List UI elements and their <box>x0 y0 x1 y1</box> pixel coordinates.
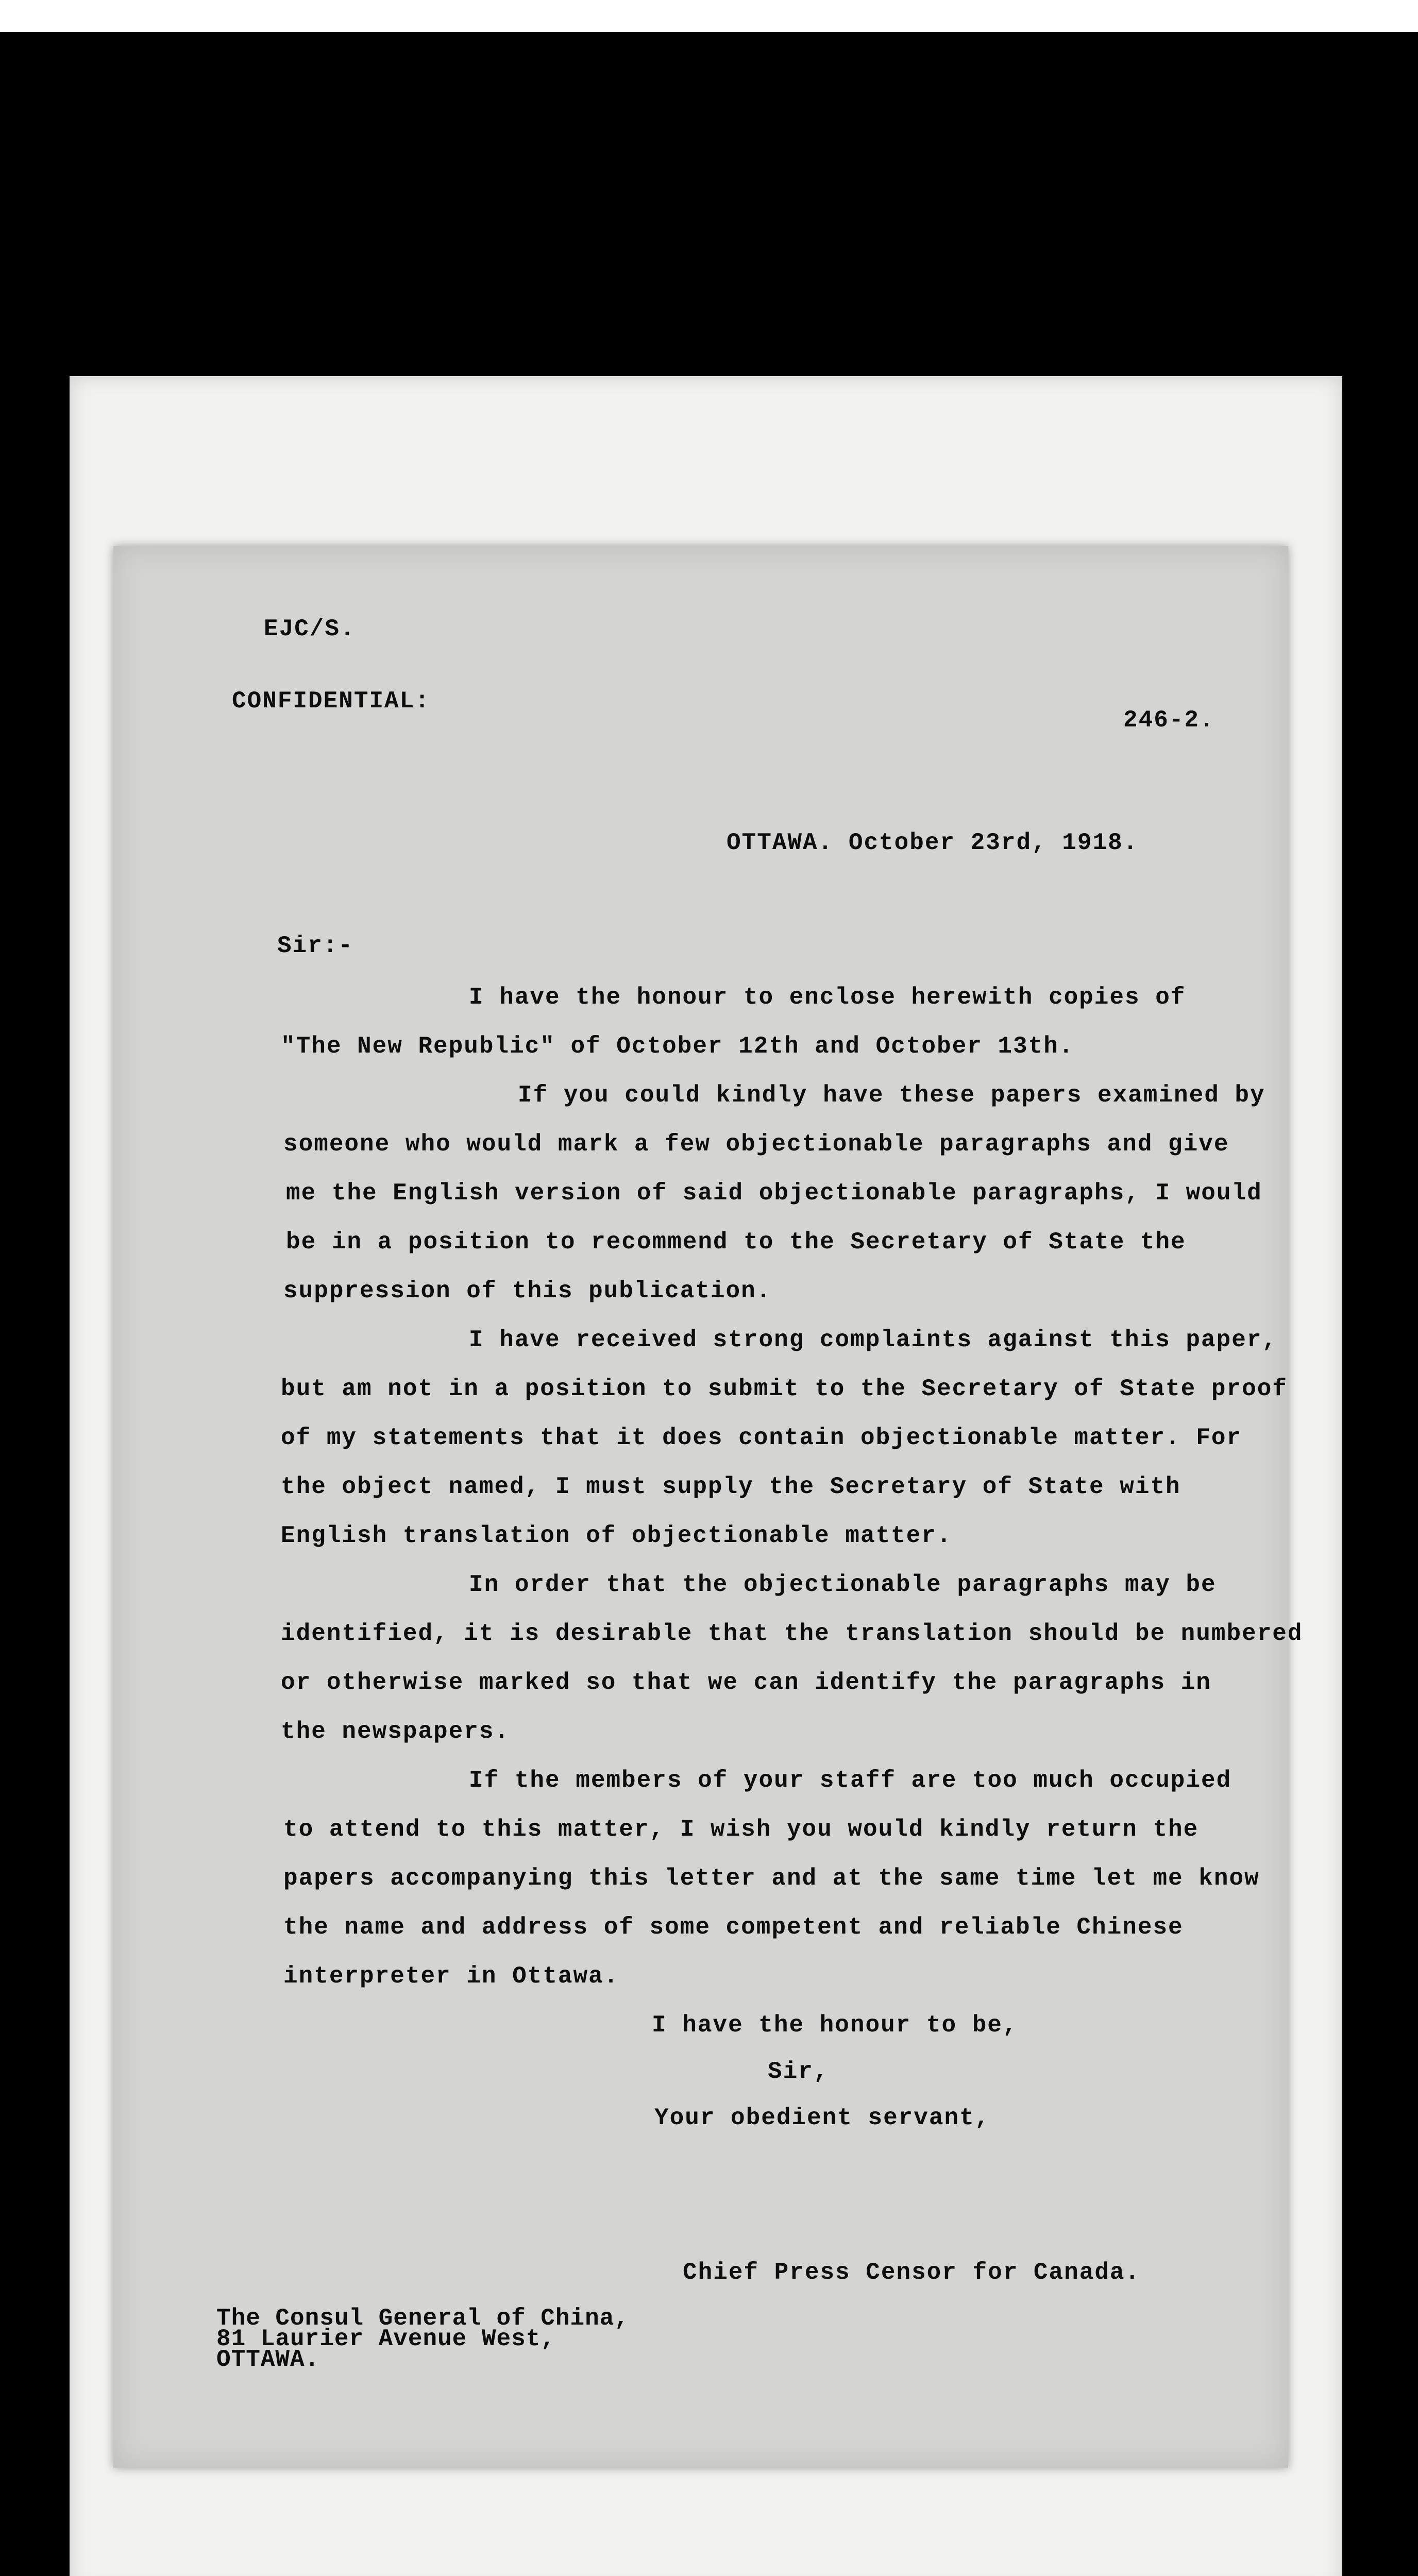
body-line: suppression of this publication. <box>283 1278 772 1304</box>
body-line: the object named, I must supply the Secretary of State with <box>281 1473 1181 1500</box>
body-line: the newspapers. <box>281 1718 510 1745</box>
letter-page <box>113 546 1303 2468</box>
body-line: interpreter in Ottawa. <box>283 1963 619 1990</box>
body-line: to attend to this matter, I wish you would kindly return the <box>283 1816 1199 1843</box>
body-line: If you could kindly have these papers examined by <box>518 1082 1265 1109</box>
address-line: The Consul General of China, <box>216 2305 629 2332</box>
body-line: or otherwise marked so that we can identify the paragraphs in <box>281 1669 1211 1696</box>
salutation: Sir:- <box>277 933 354 959</box>
reference-initials: EJC/S. <box>264 616 356 642</box>
body-line: the name and address of some competent and reliable Chinese <box>283 1914 1184 1941</box>
signature-title: Chief Press Censor for Canada. <box>683 2259 1141 2286</box>
address-line: OTTAWA. <box>216 2346 320 2373</box>
body-line: someone who would mark a few objectionable paragraphs and give <box>283 1131 1229 1158</box>
recipient-address <box>216 2305 629 2373</box>
body-line: If the members of your staff are too much occupied <box>469 1767 1232 1794</box>
body-line: "The New Republic" of October 12th and October 13th. <box>281 1033 1074 1060</box>
body-line: I have the honour to enclose herewith copies of <box>469 984 1186 1011</box>
film-frame-edge <box>0 0 1418 32</box>
closing-line: I have the honour to be, <box>652 2012 1018 2039</box>
body-line: I have received strong complaints against this paper, <box>469 1327 1278 1353</box>
body-line: In order that the objectionable paragraphs may be <box>469 1571 1217 1598</box>
body-line: papers accompanying this letter and at the same time let me know <box>283 1865 1260 1892</box>
body-line: me the English version of said objectionable paragraphs, I would <box>286 1180 1262 1207</box>
body-line: be in a position to recommend to the Secretary of State the <box>286 1229 1186 1256</box>
body-line: of my statements that it does contain objectionable matter. For <box>281 1425 1242 1451</box>
file-number: 246-2. <box>1123 707 1215 734</box>
body-line: English translation of objectionable matter. <box>281 1522 952 1549</box>
classification-heading: CONFIDENTIAL: <box>232 688 430 715</box>
closing-line: Sir, <box>768 2058 829 2085</box>
body-line: but am not in a position to submit to the Secretary of State proof <box>281 1376 1288 1402</box>
body-line: identified, it is desirable that the translation should be numbered <box>281 1620 1303 1647</box>
closing-line: Your obedient servant, <box>654 2105 990 2131</box>
address-line: 81 Laurier Avenue West, <box>216 2326 555 2352</box>
place-date: OTTAWA. October 23rd, 1918. <box>727 829 1139 856</box>
